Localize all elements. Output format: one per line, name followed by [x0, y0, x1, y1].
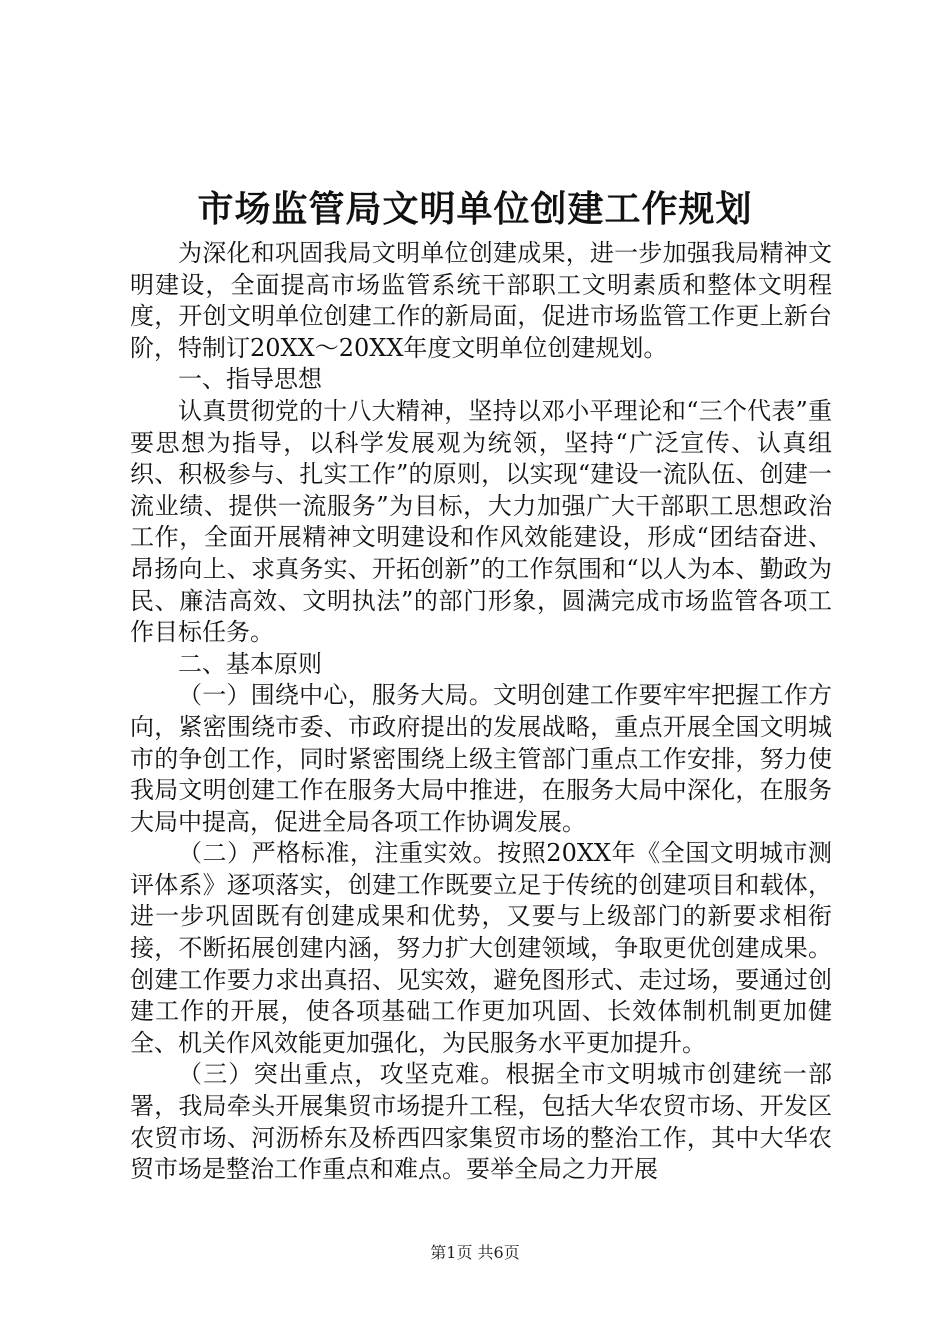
principle-1-paragraph: （一）围绕中心，服务大局。文明创建工作要牢牢把握工作方向，紧密围绕市委、市政府提出的发展战略，重点开展全国文明城市的争创工作，同时紧密围绕上级主管部门重点工作安排，努力使我局文明创建工作在服务大局中推进，在服务大局中深化，在服务大局中提高，促进全局各项工作协调发展。: [130, 681, 832, 836]
section-heading-basic-principles: 二、基本原则: [178, 649, 322, 678]
document-body: [130, 238, 832, 1186]
principle-2-paragraph: （二）严格标准，注重实效。按照20XX年《全国文明城市测评体系》逐项落实，创建工作既要立足于传统的创建项目和载体，进一步巩固既有创建成果和优势，又要与上级部门的新要求相衔接，不断拓展创建内涵，努力扩大创建领域，争取更优创建成果。创建工作要力求出真招、见实效，避免图形式、走过场，要通过创建工作的开展，使各项基础工作更加巩固、长效体制机制更加健全、机关作风效能更加强化，为民服务水平更加提升。: [130, 839, 832, 1057]
page-footer: 第1页 共6页: [430, 1243, 520, 1262]
principle-3-paragraph: （三）突出重点，攻坚克难。根据全市文明城市创建统一部署，我局牵头开展集贸市场提升工程，包括大华农贸市场、开发区农贸市场、河沥桥东及桥西四家集贸市场的整治工作，其中大华农贸市场是整治工作重点和难点。要举全局之力开展: [130, 1060, 832, 1184]
intro-paragraph: 为深化和巩固我局文明单位创建成果，进一步加强我局精神文明建设，全面提高市场监管系统干部职工文明素质和整体文明程度，开创文明单位创建工作的新局面，促进市场监管工作更上新台阶，特制订20XX～20XX年度文明单位创建规划。: [130, 239, 832, 362]
section-heading-guiding-thought: 一、指导思想: [178, 365, 322, 394]
guiding-thought-paragraph: 认真贯彻党的十八大精神，坚持以邓小平理论和“三个代表”重要思想为指导，以科学发展观为统领，坚持“广泛宣传、认真组织、积极参与、扎实工作”的原则，以实现“建设一流队伍、创建一流业绩、提供一流服务”为目标，大力加强广大干部职工思想政治工作，全面开展精神文明建设和作风效能建设，形成“团结奋进、昂扬向上、求真务实、开拓创新”的工作氛围和“以人为本、勤政为民、廉洁高效、文明执法”的部门形象，圆满完成市场监管各项工作目标任务。: [130, 396, 832, 647]
document-title: 市场监管局文明单位创建工作规划: [197, 188, 753, 230]
